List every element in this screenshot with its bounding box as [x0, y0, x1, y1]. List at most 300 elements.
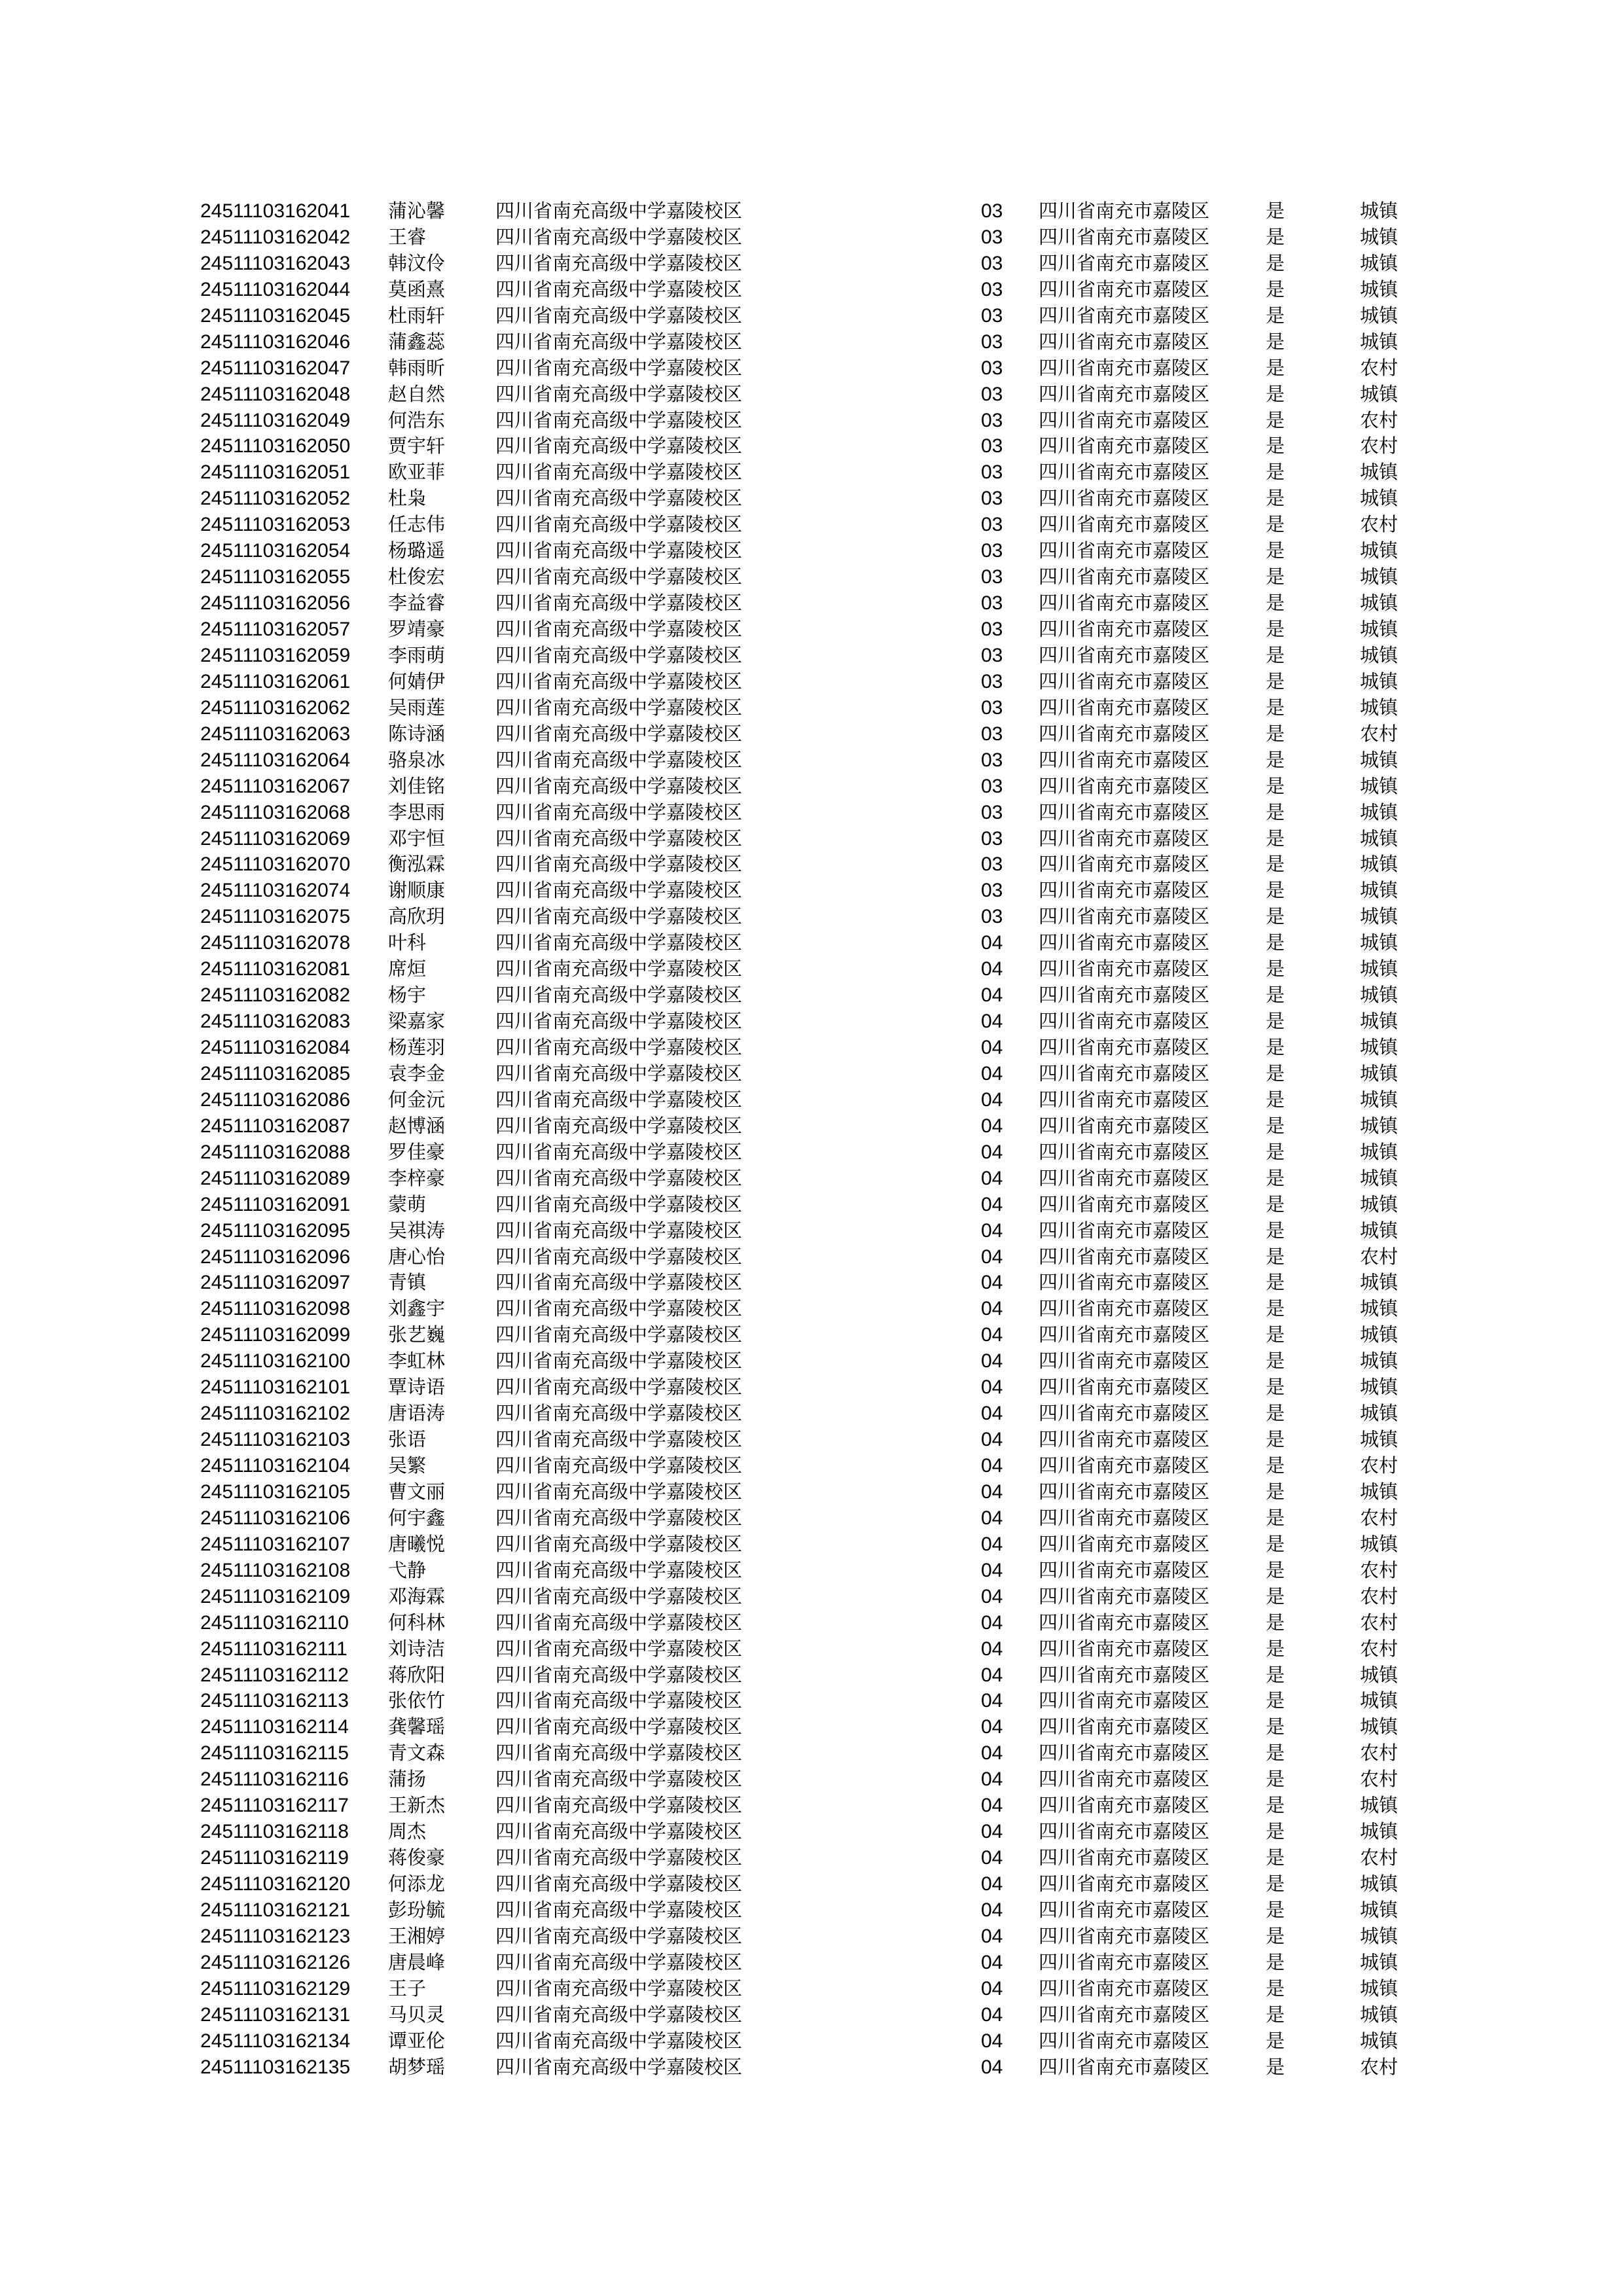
district: 四川省南充市嘉陵区 [1039, 670, 1210, 692]
class-code: 04 [981, 958, 1003, 980]
district: 四川省南充市嘉陵区 [1039, 487, 1210, 510]
eligible-flag: 是 [1266, 958, 1285, 980]
eligible-flag: 是 [1266, 1715, 1285, 1738]
household-type: 城镇 [1360, 2029, 1399, 2052]
household-type: 城镇 [1360, 565, 1399, 588]
household-type: 城镇 [1360, 827, 1399, 850]
eligible-flag: 是 [1266, 513, 1285, 536]
district: 四川省南充市嘉陵区 [1039, 1924, 1210, 1947]
household-type: 城镇 [1360, 1088, 1399, 1111]
table-row [0, 1767, 1623, 1793]
household-type: 农村 [1360, 2055, 1399, 2078]
eligible-flag: 是 [1266, 696, 1285, 719]
student-id: 24511103162064 [200, 749, 351, 771]
eligible-flag: 是 [1266, 1219, 1285, 1242]
school-name: 四川省南充高级中学嘉陵校区 [495, 1846, 743, 1869]
student-id: 24511103162129 [200, 1977, 351, 2000]
district: 四川省南充市嘉陵区 [1039, 1219, 1210, 1242]
household-type: 城镇 [1360, 1271, 1399, 1294]
district: 四川省南充市嘉陵区 [1039, 1873, 1210, 1895]
household-type: 农村 [1360, 1506, 1399, 1529]
household-type: 城镇 [1360, 592, 1399, 615]
district: 四川省南充市嘉陵区 [1039, 1950, 1210, 1973]
student-name: 蒙萌 [388, 1193, 427, 1215]
student-id: 24511103162119 [200, 1847, 349, 1869]
student-name: 彭玢毓 [388, 1898, 446, 1921]
district: 四川省南充市嘉陵区 [1039, 1454, 1210, 1477]
household-type: 城镇 [1360, 1166, 1399, 1189]
eligible-flag: 是 [1266, 1350, 1285, 1372]
eligible-flag: 是 [1266, 879, 1285, 902]
school-name: 四川省南充高级中学嘉陵校区 [495, 565, 743, 588]
student-name: 唐晨峰 [388, 1950, 446, 1973]
table-row [0, 1322, 1623, 1348]
eligible-flag: 是 [1266, 1166, 1285, 1189]
district: 四川省南充市嘉陵区 [1039, 618, 1210, 640]
class-code: 04 [981, 2056, 1003, 2078]
eligible-flag: 是 [1266, 1585, 1285, 1607]
district: 四川省南充市嘉陵区 [1039, 200, 1210, 222]
district: 四川省南充市嘉陵区 [1039, 1506, 1210, 1529]
school-name: 四川省南充高级中学嘉陵校区 [495, 1010, 743, 1033]
district: 四川省南充市嘉陵区 [1039, 1637, 1210, 1660]
student-id: 24511103162121 [200, 1899, 351, 1921]
student-name: 罗佳豪 [388, 1140, 446, 1163]
table-row [0, 486, 1623, 512]
household-type: 城镇 [1360, 1924, 1399, 1947]
student-name: 罗靖豪 [388, 618, 446, 640]
class-code: 04 [981, 1403, 1003, 1425]
table-row [0, 982, 1623, 1009]
student-name: 何添龙 [388, 1873, 446, 1895]
table-row [0, 1348, 1623, 1374]
student-id: 24511103162067 [200, 775, 351, 797]
household-type: 城镇 [1360, 2003, 1399, 2026]
table-row [0, 1950, 1623, 1976]
eligible-flag: 是 [1266, 1924, 1285, 1947]
table-row [0, 1139, 1623, 1166]
school-name: 四川省南充高级中学嘉陵校区 [495, 461, 743, 484]
eligible-flag: 是 [1266, 1114, 1285, 1137]
household-type: 农村 [1360, 408, 1399, 431]
table-row [0, 1192, 1623, 1218]
household-type: 城镇 [1360, 461, 1399, 484]
class-code: 04 [981, 1480, 1003, 1503]
student-name: 杜雨轩 [388, 304, 446, 327]
class-code: 04 [981, 1795, 1003, 1817]
student-id: 24511103162049 [200, 409, 351, 431]
eligible-flag: 是 [1266, 1558, 1285, 1581]
school-name: 四川省南充高级中学嘉陵校区 [495, 643, 743, 666]
student-name: 何浩东 [388, 408, 446, 431]
table-row [0, 852, 1623, 878]
household-type: 城镇 [1360, 774, 1399, 797]
student-name: 高欣玥 [388, 905, 446, 928]
student-name: 王睿 [388, 225, 427, 248]
student-id: 24511103162098 [200, 1298, 351, 1320]
student-name: 唐心怡 [388, 1245, 446, 1268]
school-name: 四川省南充高级中学嘉陵校区 [495, 1271, 743, 1294]
class-code: 03 [981, 383, 1003, 405]
class-code: 03 [981, 827, 1003, 850]
district: 四川省南充市嘉陵区 [1039, 1585, 1210, 1607]
eligible-flag: 是 [1266, 1402, 1285, 1425]
eligible-flag: 是 [1266, 461, 1285, 484]
student-name: 杜俊宏 [388, 565, 446, 588]
eligible-flag: 是 [1266, 225, 1285, 248]
student-id: 24511103162074 [200, 880, 351, 902]
school-name: 四川省南充高级中学嘉陵校区 [495, 1663, 743, 1686]
student-name: 吴祺涛 [388, 1219, 446, 1242]
table-row [0, 224, 1623, 251]
class-code: 04 [981, 1429, 1003, 1451]
household-type: 城镇 [1360, 1219, 1399, 1242]
student-name: 李益睿 [388, 592, 446, 615]
student-id: 24511103162095 [200, 1219, 351, 1242]
school-name: 四川省南充高级中学嘉陵校区 [495, 225, 743, 248]
student-id: 24511103162041 [200, 200, 351, 222]
district: 四川省南充市嘉陵区 [1039, 984, 1210, 1007]
eligible-flag: 是 [1266, 1088, 1285, 1111]
household-type: 农村 [1360, 1558, 1399, 1581]
school-name: 四川省南充高级中学嘉陵校区 [495, 1977, 743, 2000]
student-name: 韩汶伶 [388, 251, 446, 274]
district: 四川省南充市嘉陵区 [1039, 1532, 1210, 1555]
student-name: 邓海霖 [388, 1585, 446, 1607]
household-type: 农村 [1360, 435, 1399, 457]
table-row [0, 695, 1623, 721]
eligible-flag: 是 [1266, 2003, 1285, 2026]
school-name: 四川省南充高级中学嘉陵校区 [495, 1193, 743, 1215]
eligible-flag: 是 [1266, 1611, 1285, 1634]
class-code: 04 [981, 1585, 1003, 1607]
district: 四川省南充市嘉陵区 [1039, 304, 1210, 327]
school-name: 四川省南充高级中学嘉陵校区 [495, 1245, 743, 1268]
student-id: 24511103162089 [200, 1167, 351, 1189]
district: 四川省南充市嘉陵区 [1039, 774, 1210, 797]
school-name: 四川省南充高级中学嘉陵校区 [495, 1402, 743, 1425]
district: 四川省南充市嘉陵区 [1039, 1402, 1210, 1425]
eligible-flag: 是 [1266, 905, 1285, 928]
household-type: 城镇 [1360, 304, 1399, 327]
household-type: 农村 [1360, 1846, 1399, 1869]
table-row [0, 1976, 1623, 2002]
eligible-flag: 是 [1266, 722, 1285, 745]
eligible-flag: 是 [1266, 1873, 1285, 1895]
student-name: 何宇鑫 [388, 1506, 446, 1529]
student-id: 24511103162088 [200, 1141, 351, 1163]
household-type: 城镇 [1360, 225, 1399, 248]
class-code: 03 [981, 461, 1003, 484]
table-row [0, 1819, 1623, 1845]
household-type: 城镇 [1360, 200, 1399, 222]
household-type: 城镇 [1360, 1898, 1399, 1921]
class-code: 04 [981, 1690, 1003, 1712]
class-code: 04 [981, 1768, 1003, 1791]
class-code: 03 [981, 357, 1003, 379]
household-type: 城镇 [1360, 1193, 1399, 1215]
household-type: 城镇 [1360, 1140, 1399, 1163]
school-name: 四川省南充高级中学嘉陵校区 [495, 853, 743, 876]
school-name: 四川省南充高级中学嘉陵校区 [495, 356, 743, 379]
table-row [0, 800, 1623, 826]
student-id: 24511103162044 [200, 278, 351, 300]
district: 四川省南充市嘉陵区 [1039, 1846, 1210, 1869]
household-type: 农村 [1360, 1768, 1399, 1791]
eligible-flag: 是 [1266, 592, 1285, 615]
household-type: 城镇 [1360, 487, 1399, 510]
student-id: 24511103162048 [200, 383, 351, 405]
class-code: 03 [981, 409, 1003, 431]
student-id: 24511103162120 [200, 1873, 351, 1895]
class-code: 04 [981, 1037, 1003, 1058]
student-name: 王新杰 [388, 1794, 446, 1817]
household-type: 农村 [1360, 1245, 1399, 1268]
student-id: 24511103162108 [200, 1559, 351, 1581]
household-type: 农村 [1360, 1637, 1399, 1660]
district: 四川省南充市嘉陵区 [1039, 643, 1210, 666]
district: 四川省南充市嘉陵区 [1039, 1689, 1210, 1712]
student-name: 赵自然 [388, 382, 446, 405]
student-name: 何科林 [388, 1611, 446, 1634]
class-code: 03 [981, 696, 1003, 719]
student-name: 王湘婷 [388, 1924, 446, 1947]
eligible-flag: 是 [1266, 1898, 1285, 1921]
eligible-flag: 是 [1266, 1532, 1285, 1555]
student-name: 覃诗语 [388, 1376, 446, 1399]
table-row [0, 1505, 1623, 1532]
table-row [0, 826, 1623, 852]
district: 四川省南充市嘉陵区 [1039, 800, 1210, 823]
student-id: 24511103162107 [200, 1533, 351, 1555]
district: 四川省南充市嘉陵区 [1039, 278, 1210, 300]
district: 四川省南充市嘉陵区 [1039, 1350, 1210, 1372]
household-type: 城镇 [1360, 278, 1399, 300]
school-name: 四川省南充高级中学嘉陵校区 [495, 304, 743, 327]
class-code: 04 [981, 1742, 1003, 1765]
school-name: 四川省南充高级中学嘉陵校区 [495, 1689, 743, 1712]
student-id: 24511103162068 [200, 801, 351, 823]
student-name: 唐曦悦 [388, 1532, 446, 1555]
student-id: 24511103162050 [200, 435, 351, 457]
table-row [0, 1688, 1623, 1714]
district: 四川省南充市嘉陵区 [1039, 1166, 1210, 1189]
table-row [0, 1218, 1623, 1244]
school-name: 四川省南充高级中学嘉陵校区 [495, 1768, 743, 1791]
household-type: 农村 [1360, 1454, 1399, 1477]
household-type: 城镇 [1360, 1428, 1399, 1451]
class-code: 04 [981, 1899, 1003, 1921]
district: 四川省南充市嘉陵区 [1039, 1480, 1210, 1503]
student-id: 24511103162118 [200, 1821, 349, 1843]
table-row [0, 878, 1623, 904]
student-id: 24511103162110 [200, 1611, 349, 1634]
eligible-flag: 是 [1266, 408, 1285, 431]
household-type: 城镇 [1360, 800, 1399, 823]
table-row [0, 1924, 1623, 1950]
class-code: 03 [981, 592, 1003, 615]
school-name: 四川省南充高级中学嘉陵校区 [495, 774, 743, 797]
student-name: 青镇 [388, 1271, 427, 1294]
student-id: 24511103162126 [200, 1951, 351, 1973]
household-type: 城镇 [1360, 1114, 1399, 1137]
student-id: 24511103162135 [200, 2056, 351, 2078]
student-id: 24511103162086 [200, 1088, 351, 1111]
district: 四川省南充市嘉陵区 [1039, 1663, 1210, 1686]
household-type: 城镇 [1360, 1402, 1399, 1425]
student-name: 蒋俊豪 [388, 1846, 446, 1869]
table-row [0, 2028, 1623, 2054]
household-type: 城镇 [1360, 1977, 1399, 2000]
table-row [0, 1166, 1623, 1192]
student-name: 骆泉冰 [388, 748, 446, 771]
household-type: 城镇 [1360, 931, 1399, 954]
student-name: 王子 [388, 1977, 427, 2000]
district: 四川省南充市嘉陵区 [1039, 1297, 1210, 1320]
student-name: 韩雨昕 [388, 356, 446, 379]
eligible-flag: 是 [1266, 1323, 1285, 1346]
school-name: 四川省南充高级中学嘉陵校区 [495, 1062, 743, 1085]
eligible-flag: 是 [1266, 278, 1285, 300]
eligible-flag: 是 [1266, 565, 1285, 588]
district: 四川省南充市嘉陵区 [1039, 382, 1210, 405]
table-row [0, 277, 1623, 303]
student-id: 24511103162047 [200, 357, 351, 379]
eligible-flag: 是 [1266, 1480, 1285, 1503]
class-code: 03 [981, 540, 1003, 562]
student-name: 任志伟 [388, 513, 446, 536]
student-name: 唐语涛 [388, 1402, 446, 1425]
household-type: 城镇 [1360, 670, 1399, 692]
district: 四川省南充市嘉陵区 [1039, 1323, 1210, 1346]
eligible-flag: 是 [1266, 618, 1285, 640]
table-row [0, 1427, 1623, 1453]
household-type: 城镇 [1360, 879, 1399, 902]
student-id: 24511103162103 [200, 1429, 351, 1451]
school-name: 四川省南充高级中学嘉陵校区 [495, 1532, 743, 1555]
household-type: 城镇 [1360, 618, 1399, 640]
eligible-flag: 是 [1266, 800, 1285, 823]
school-name: 四川省南充高级中学嘉陵校区 [495, 1715, 743, 1738]
household-type: 城镇 [1360, 539, 1399, 562]
class-code: 03 [981, 670, 1003, 692]
household-type: 城镇 [1360, 1950, 1399, 1973]
student-id: 24511103162070 [200, 853, 351, 876]
student-name: 青文森 [388, 1742, 446, 1765]
class-code: 04 [981, 1611, 1003, 1634]
student-id: 24511103162106 [200, 1507, 351, 1529]
student-name: 莫函熹 [388, 278, 446, 300]
student-id: 24511103162046 [200, 331, 351, 353]
student-id: 24511103162045 [200, 304, 351, 327]
student-id: 24511103162099 [200, 1324, 351, 1346]
school-name: 四川省南充高级中学嘉陵校区 [495, 1219, 743, 1242]
eligible-flag: 是 [1266, 251, 1285, 274]
eligible-flag: 是 [1266, 382, 1285, 405]
table-row [0, 956, 1623, 982]
class-code: 03 [981, 488, 1003, 510]
household-type: 城镇 [1360, 1062, 1399, 1085]
table-row [0, 1871, 1623, 1897]
household-type: 农村 [1360, 513, 1399, 536]
district: 四川省南充市嘉陵区 [1039, 461, 1210, 484]
student-name: 蒲扬 [388, 1768, 427, 1791]
class-code: 03 [981, 723, 1003, 745]
district: 四川省南充市嘉陵区 [1039, 2029, 1210, 2052]
class-code: 04 [981, 1219, 1003, 1242]
household-type: 农村 [1360, 356, 1399, 379]
table-row [0, 1793, 1623, 1819]
eligible-flag: 是 [1266, 1637, 1285, 1660]
class-code: 03 [981, 644, 1003, 666]
class-code: 04 [981, 1246, 1003, 1268]
household-type: 城镇 [1360, 1532, 1399, 1555]
school-name: 四川省南充高级中学嘉陵校区 [495, 1558, 743, 1581]
household-type: 农村 [1360, 722, 1399, 745]
student-id: 24511103162051 [200, 461, 351, 484]
school-name: 四川省南充高级中学嘉陵校区 [495, 1506, 743, 1529]
student-name: 蒲沁馨 [388, 200, 446, 222]
student-id: 24511103162083 [200, 1011, 351, 1033]
school-name: 四川省南充高级中学嘉陵校区 [495, 984, 743, 1007]
table-row [0, 590, 1623, 617]
student-id: 24511103162109 [200, 1585, 351, 1607]
household-type: 城镇 [1360, 905, 1399, 928]
eligible-flag: 是 [1266, 304, 1285, 327]
eligible-flag: 是 [1266, 1271, 1285, 1294]
student-name: 蒋欣阳 [388, 1663, 446, 1686]
eligible-flag: 是 [1266, 1820, 1285, 1843]
table-row [0, 459, 1623, 486]
table-row [0, 2054, 1623, 2081]
table-row [0, 1296, 1623, 1322]
district: 四川省南充市嘉陵区 [1039, 435, 1210, 457]
table-row [0, 1401, 1623, 1427]
student-id: 24511103162102 [200, 1403, 351, 1425]
student-id: 24511103162114 [200, 1716, 349, 1738]
eligible-flag: 是 [1266, 827, 1285, 850]
district: 四川省南充市嘉陵区 [1039, 879, 1210, 902]
table-row [0, 904, 1623, 930]
school-name: 四川省南充高级中学嘉陵校区 [495, 931, 743, 954]
class-code: 03 [981, 801, 1003, 823]
student-id: 24511103162054 [200, 540, 351, 562]
class-code: 03 [981, 749, 1003, 771]
eligible-flag: 是 [1266, 1010, 1285, 1033]
school-name: 四川省南充高级中学嘉陵校区 [495, 200, 743, 222]
student-name: 吴繁 [388, 1454, 427, 1477]
district: 四川省南充市嘉陵区 [1039, 696, 1210, 719]
student-id: 24511103162100 [200, 1350, 351, 1372]
table-row [0, 303, 1623, 329]
district: 四川省南充市嘉陵区 [1039, 225, 1210, 248]
class-code: 04 [981, 1324, 1003, 1346]
class-code: 04 [981, 1821, 1003, 1843]
class-code: 04 [981, 1115, 1003, 1137]
student-name: 杨璐遥 [388, 539, 446, 562]
eligible-flag: 是 [1266, 1742, 1285, 1765]
table-row [0, 564, 1623, 590]
student-name: 衡泓霖 [388, 853, 446, 876]
student-id: 24511103162123 [200, 1925, 351, 1947]
table-row [0, 1740, 1623, 1767]
household-type: 城镇 [1360, 330, 1399, 353]
school-name: 四川省南充高级中学嘉陵校区 [495, 670, 743, 692]
household-type: 城镇 [1360, 696, 1399, 719]
table-row [0, 1244, 1623, 1270]
school-name: 四川省南充高级中学嘉陵校区 [495, 1585, 743, 1607]
table-row [0, 721, 1623, 747]
